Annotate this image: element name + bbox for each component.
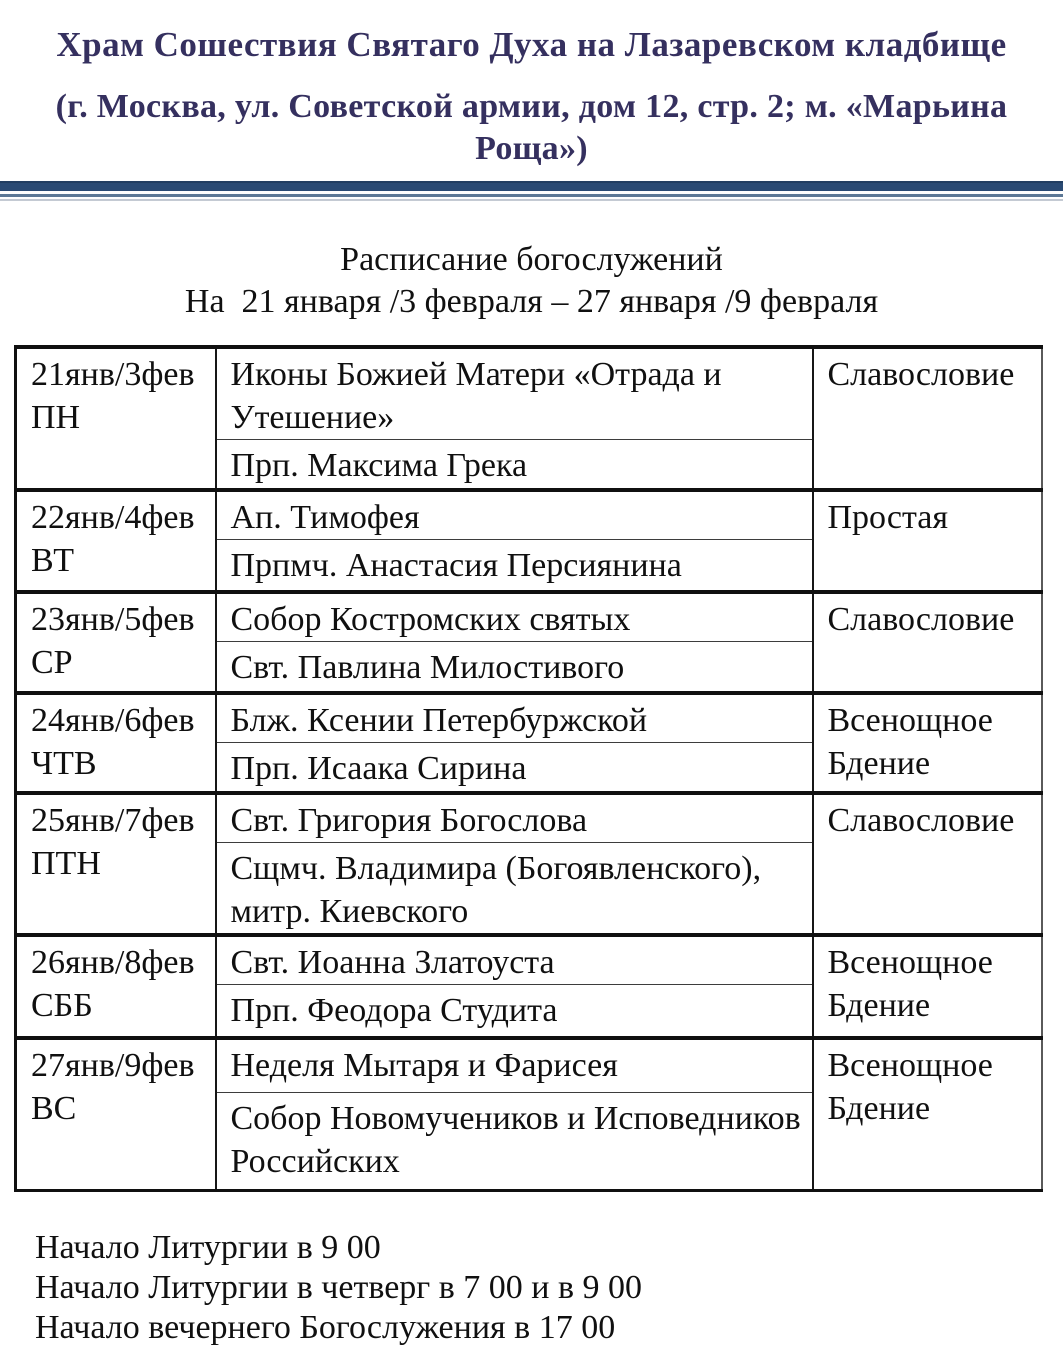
schedule-period: На 21 января /3 февраля – 27 января /9 февраля xyxy=(184,283,879,320)
service-cell: Славословие xyxy=(813,347,1042,490)
schedule-day-wednesday xyxy=(16,592,1042,693)
feast-cell: Собор Костромских святых xyxy=(216,592,813,642)
date-text: 24янв/6фев xyxy=(31,701,195,739)
weekday-text: ПТН xyxy=(31,845,101,882)
date-cell xyxy=(16,490,216,593)
weekday-text: СР xyxy=(31,644,73,681)
header xyxy=(0,24,1063,170)
schedule-day-thursday xyxy=(16,693,1042,794)
service-cell: Всенощное Бдение xyxy=(813,693,1042,794)
date-text: 25янв/7фев xyxy=(31,802,195,839)
weekday-text: ЧТВ xyxy=(31,744,97,782)
schedule-day-monday xyxy=(16,347,1042,490)
document-page xyxy=(0,24,1063,1346)
date-cell xyxy=(16,935,216,1038)
church-address: (г. Москва, ул. Советской армии, дом 12, стр. 2; м. «Марьина Роща») xyxy=(55,88,1008,167)
feast-cell: Иконы Божией Матери «Отрада и Утешение» xyxy=(216,347,813,440)
service-cell: Славословие xyxy=(813,793,1042,935)
weekday-text: ВС xyxy=(31,1089,77,1127)
thursday-liturgy-time-note: Начало Литургии в четверг в 7 00 и в 9 00 xyxy=(35,1269,643,1306)
schedule-day-sunday xyxy=(16,1038,1042,1191)
divider-stripe-dark xyxy=(0,181,1063,191)
date-cell xyxy=(16,693,216,794)
weekday-text: ПН xyxy=(31,399,81,436)
date-text: 23янв/5фев xyxy=(31,601,195,638)
date-text: 21янв/3фев xyxy=(31,356,195,393)
date-cell xyxy=(16,793,216,935)
feast-cell: Прпмч. Анастасия Персиянина xyxy=(230,546,682,584)
feast-cell: Свт. Павлина Милостивого xyxy=(230,649,625,686)
schedule-title: Расписание богослужений xyxy=(340,241,723,278)
schedule-table xyxy=(14,345,1043,1192)
schedule-heading xyxy=(0,239,1063,323)
service-cell: Славословие xyxy=(813,592,1042,693)
divider-band xyxy=(0,181,1063,201)
footer-notes xyxy=(35,1228,1063,1348)
feast-cell: Свт. Иоанна Златоуста xyxy=(216,935,813,985)
feast-cell: Прп. Феодора Студита xyxy=(230,992,558,1029)
feast-cell: Собор Новомучеников и Исповедников Российских xyxy=(230,1100,801,1180)
schedule-day-saturday xyxy=(16,935,1042,1038)
weekday-text: СББ xyxy=(31,987,93,1024)
service-cell: Всенощное Бдение xyxy=(813,1038,1042,1191)
feast-cell: Прп. Исаака Сирина xyxy=(230,749,527,787)
divider-stripe-light xyxy=(0,199,1063,201)
date-cell xyxy=(16,1038,216,1191)
liturgy-time-note: Начало Литургии в 9 00 xyxy=(35,1229,381,1266)
date-cell xyxy=(16,347,216,490)
service-cell: Всенощное Бдение xyxy=(813,935,1042,1038)
feast-cell: Блж. Ксении Петербуржской xyxy=(216,693,813,743)
feast-cell: Ап. Тимофея xyxy=(216,490,813,540)
church-title: Храм Сошествия Святаго Духа на Лазаревском кладбище xyxy=(56,25,1007,64)
schedule-day-friday xyxy=(16,793,1042,935)
feast-cell: Прп. Максима Грека xyxy=(230,447,528,484)
date-text: 22янв/4фев xyxy=(31,498,195,536)
evening-service-time-note: Начало вечернего Богослужения в 17 00 xyxy=(35,1309,616,1346)
date-text: 27янв/9фев xyxy=(31,1046,195,1084)
date-text: 26янв/8фев xyxy=(31,944,195,981)
weekday-text: ВТ xyxy=(31,541,74,579)
service-cell: Простая xyxy=(813,490,1042,593)
schedule-day-tuesday xyxy=(16,490,1042,593)
feast-cell: Неделя Мытаря и Фарисея xyxy=(216,1038,813,1093)
feast-cell: Свт. Григория Богослова xyxy=(216,793,813,843)
date-cell xyxy=(16,592,216,693)
feast-cell: Сщмч. Владимира (Богоявленского), митр. Киевского xyxy=(230,850,762,930)
